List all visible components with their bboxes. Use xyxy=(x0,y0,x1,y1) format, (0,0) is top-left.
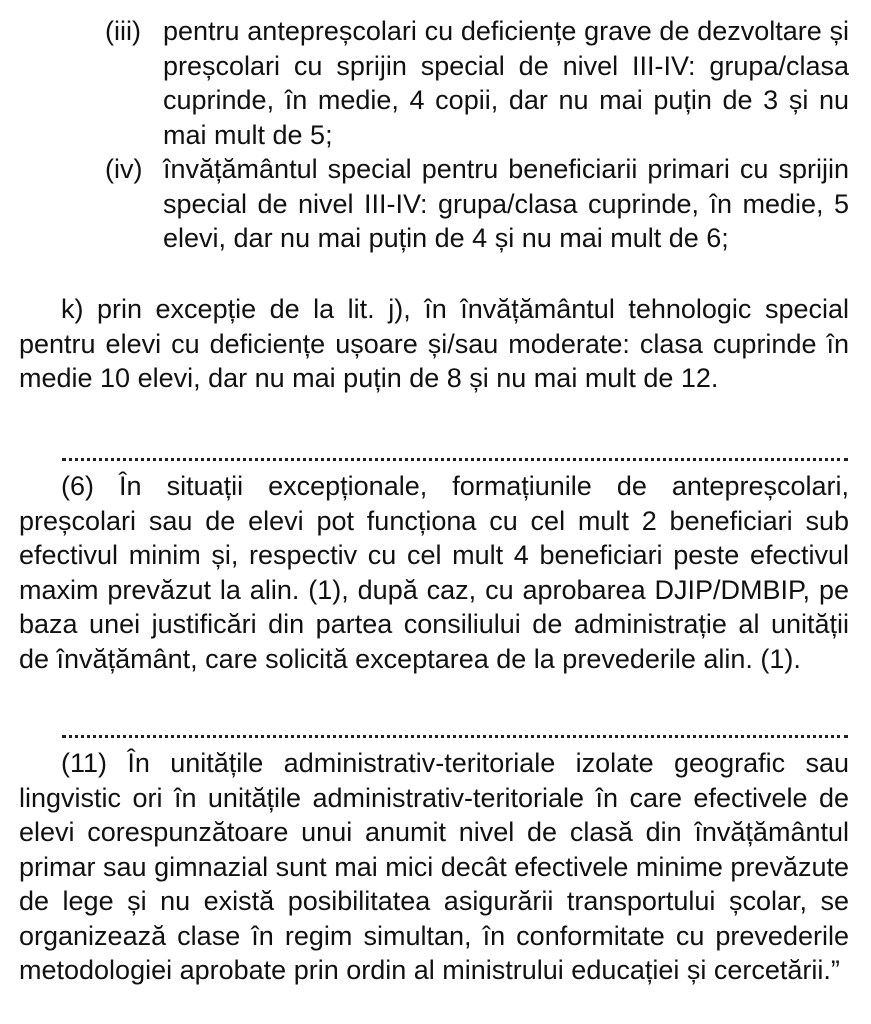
list-item-text: învățământul special pentru beneficiarii primari cu sprijin special de nivel III-IV: grupa/clasa cuprinde, în medie, 5 elevi, dar nu mai puțin de 4 și nu mai mult de 6; xyxy=(163,154,849,253)
omission-separator xyxy=(62,735,848,738)
list-item-iv xyxy=(105,152,849,256)
list-marker: (iii) xyxy=(105,16,141,46)
list-item-text: pentru antepreșcolari cu deficiențe grave de dezvoltare și preșcolari cu sprijin special de nivel III-IV: grupa/clasa cuprinde, în medie, 4 copii, dar nu mai puțin de 3 și nu mai mult de 5; xyxy=(163,16,849,150)
list-marker: (iv) xyxy=(105,154,143,184)
paragraph-k: k) prin excepție de la lit. j), în învățământul tehnologic special pentru elevi cu deficiențe ușoare și/sau moderate: clasa cuprinde în medie 10 elevi, dar nu mai puțin de 8 și nu mai mult de 12. xyxy=(19,294,849,393)
paragraph-6: (6) În situații excepționale, formațiunile de antepreșcolari, preșcolari sau de elevi pot funcționa cu cel mult 2 beneficiari sub efectivul minim și, respectiv cu cel mult 4 beneficiari peste efectivul maxim prevăzut la alin. (1), după caz, cu aprobarea DJIP/DMBIP, pe baza unei justificări din partea consiliului de administrație al unității de învățământ, care solicită exceptarea de la prevederile alin. (1). xyxy=(19,471,849,674)
paragraph-11: (11) În unitățile administrativ-teritoriale izolate geografic sau lingvistic ori în unitățile administrativ-teritoriale în care efectivele de elevi corespunzătoare unui anumit nivel de clasă din învățământul primar sau gimnazial sunt mai mici decât efectivele minime prevăzute de lege și nu există posibilitatea asigurării transportului școlar, se organizează clase în regim simultan, în conformitate cu prevederile metodologiei aprobate prin ordin al ministrului educației și cercetării.” xyxy=(19,748,849,985)
omission-separator xyxy=(62,458,848,461)
list-item-iii xyxy=(105,14,849,152)
